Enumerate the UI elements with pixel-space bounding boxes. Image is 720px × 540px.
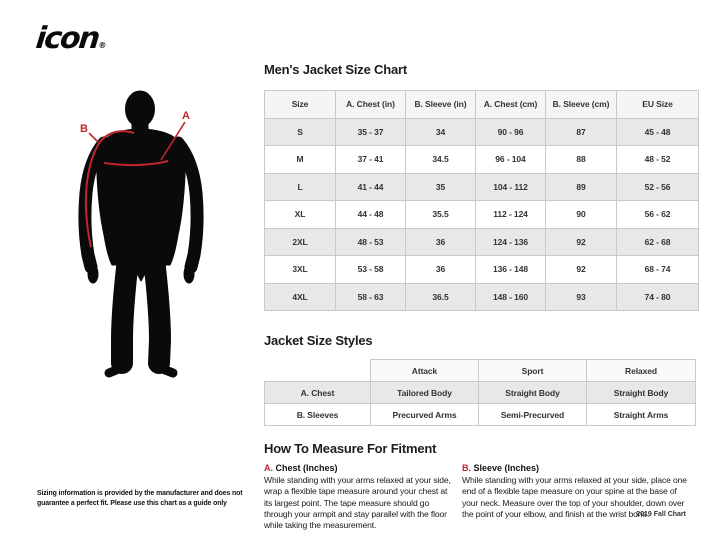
table-cell: A. Chest	[265, 382, 371, 404]
table-cell: 62 - 68	[617, 228, 699, 256]
table-header-row	[265, 91, 699, 119]
table-cell: Precurved Arms	[371, 404, 479, 426]
table-cell: S	[265, 118, 336, 146]
table-cell: 34	[406, 118, 476, 146]
table-cell: 52 - 56	[617, 173, 699, 201]
measure-sleeve-body: While standing with your arms relaxed at your side, place one end of a flexible tape measure on your spine at the base of your neck. Measure over the top of your shoulder, down over the point of your elbow, and finish at the wrist bone.	[462, 475, 687, 520]
table-cell: 90	[546, 201, 617, 229]
measure-instructions	[264, 463, 700, 532]
logo-text: icon	[34, 21, 100, 56]
icon-brand-logo	[34, 21, 108, 56]
table-cell: Straight Body	[479, 382, 587, 404]
table-cell: Straight Body	[587, 382, 696, 404]
table-cell: 35 - 37	[336, 118, 406, 146]
measure-chest-heading	[264, 463, 462, 473]
size-chart-header	[265, 91, 699, 119]
table-row	[265, 118, 699, 146]
style-header-blank	[265, 360, 371, 382]
size-chart-body	[265, 118, 699, 311]
measure-sleeve-letter: B.	[462, 463, 471, 473]
table-row	[265, 256, 699, 284]
sleeve-label-b: B	[80, 123, 88, 135]
measure-chest-section	[264, 463, 462, 532]
column-header-eu-size: EU Size	[617, 91, 699, 119]
table-cell: 92	[546, 228, 617, 256]
sleeve-pointer-line	[89, 133, 98, 142]
measurement-figure	[40, 85, 240, 385]
table-cell: 35.5	[406, 201, 476, 229]
measure-chest-letter: A.	[264, 463, 273, 473]
size-chart-title: Men's Jacket Size Chart	[264, 62, 407, 77]
table-row	[265, 382, 696, 404]
table-cell: 90 - 96	[476, 118, 546, 146]
table-cell: 68 - 74	[617, 256, 699, 284]
table-cell: 112 - 124	[476, 201, 546, 229]
table-cell: M	[265, 146, 336, 174]
measure-sleeve-heading-text: Sleeve (Inches)	[473, 463, 540, 473]
table-row	[265, 283, 699, 311]
size-chart-table	[264, 90, 699, 311]
chest-label-a: A	[182, 110, 190, 122]
table-cell: 48 - 53	[336, 228, 406, 256]
table-cell: 74 - 80	[617, 283, 699, 311]
table-cell: 89	[546, 173, 617, 201]
table-row	[265, 146, 699, 174]
table-cell: 45 - 48	[617, 118, 699, 146]
registered-trademark-icon: ®	[97, 41, 107, 50]
column-header-size: Size	[265, 91, 336, 119]
table-cell: 148 - 160	[476, 283, 546, 311]
table-cell: 34.5	[406, 146, 476, 174]
table-cell: 36	[406, 228, 476, 256]
table-cell: 136 - 148	[476, 256, 546, 284]
table-cell: B. Sleeves	[265, 404, 371, 426]
table-cell: 93	[546, 283, 617, 311]
table-row	[265, 404, 696, 426]
table-cell: Straight Arms	[587, 404, 696, 426]
table-cell: 92	[546, 256, 617, 284]
table-header-row	[265, 360, 696, 382]
sizing-disclaimer: Sizing information is provided by the manufacturer and does not guarantee a perfect fit. Please use this chart as a guide only	[37, 490, 243, 507]
style-chart-body	[265, 382, 696, 426]
table-cell: 58 - 63	[336, 283, 406, 311]
style-chart-table	[264, 359, 696, 426]
table-cell: Tailored Body	[371, 382, 479, 404]
table-cell: 2XL	[265, 228, 336, 256]
style-chart-title: Jacket Size Styles	[264, 333, 373, 348]
table-cell: 96 - 104	[476, 146, 546, 174]
column-header-attack: Attack	[371, 360, 479, 382]
style-chart-header	[265, 360, 696, 382]
table-cell: 44 - 48	[336, 201, 406, 229]
table-cell: 36.5	[406, 283, 476, 311]
body-silhouette-illustration	[40, 85, 240, 385]
column-header-relaxed: Relaxed	[587, 360, 696, 382]
table-cell: 88	[546, 146, 617, 174]
table-cell: 37 - 41	[336, 146, 406, 174]
table-row	[265, 173, 699, 201]
table-cell: 53 - 58	[336, 256, 406, 284]
table-cell: 104 - 112	[476, 173, 546, 201]
chart-edition-label: 2019 Fall Chart	[636, 511, 686, 518]
measure-sleeve-heading	[462, 463, 700, 473]
column-header-sleeve-in: B. Sleeve (in)	[406, 91, 476, 119]
table-cell: 48 - 52	[617, 146, 699, 174]
column-header-chest-in: A. Chest (in)	[336, 91, 406, 119]
table-cell: 4XL	[265, 283, 336, 311]
table-cell: XL	[265, 201, 336, 229]
table-cell: Semi-Precurved	[479, 404, 587, 426]
measure-sleeve-section	[462, 463, 700, 532]
column-header-chest-cm: A. Chest (cm)	[476, 91, 546, 119]
column-header-sleeve-cm: B. Sleeve (cm)	[546, 91, 617, 119]
table-cell: 87	[546, 118, 617, 146]
column-header-sport: Sport	[479, 360, 587, 382]
measure-section-title: How To Measure For Fitment	[264, 441, 437, 456]
table-cell: 124 - 136	[476, 228, 546, 256]
table-cell: 35	[406, 173, 476, 201]
figure-torso	[97, 129, 185, 265]
table-cell: 56 - 62	[617, 201, 699, 229]
measure-chest-body: While standing with your arms relaxed at your side, wrap a flexible tape measure around your chest at its largest point. The tape measure should go through your armpit and stay parallel with the floor while taking the measurement.	[264, 475, 451, 531]
table-cell: 36	[406, 256, 476, 284]
table-row	[265, 201, 699, 229]
table-cell: 41 - 44	[336, 173, 406, 201]
measure-chest-heading-text: Chest (Inches)	[275, 463, 338, 473]
table-row	[265, 228, 699, 256]
table-cell: 3XL	[265, 256, 336, 284]
table-cell: L	[265, 173, 336, 201]
